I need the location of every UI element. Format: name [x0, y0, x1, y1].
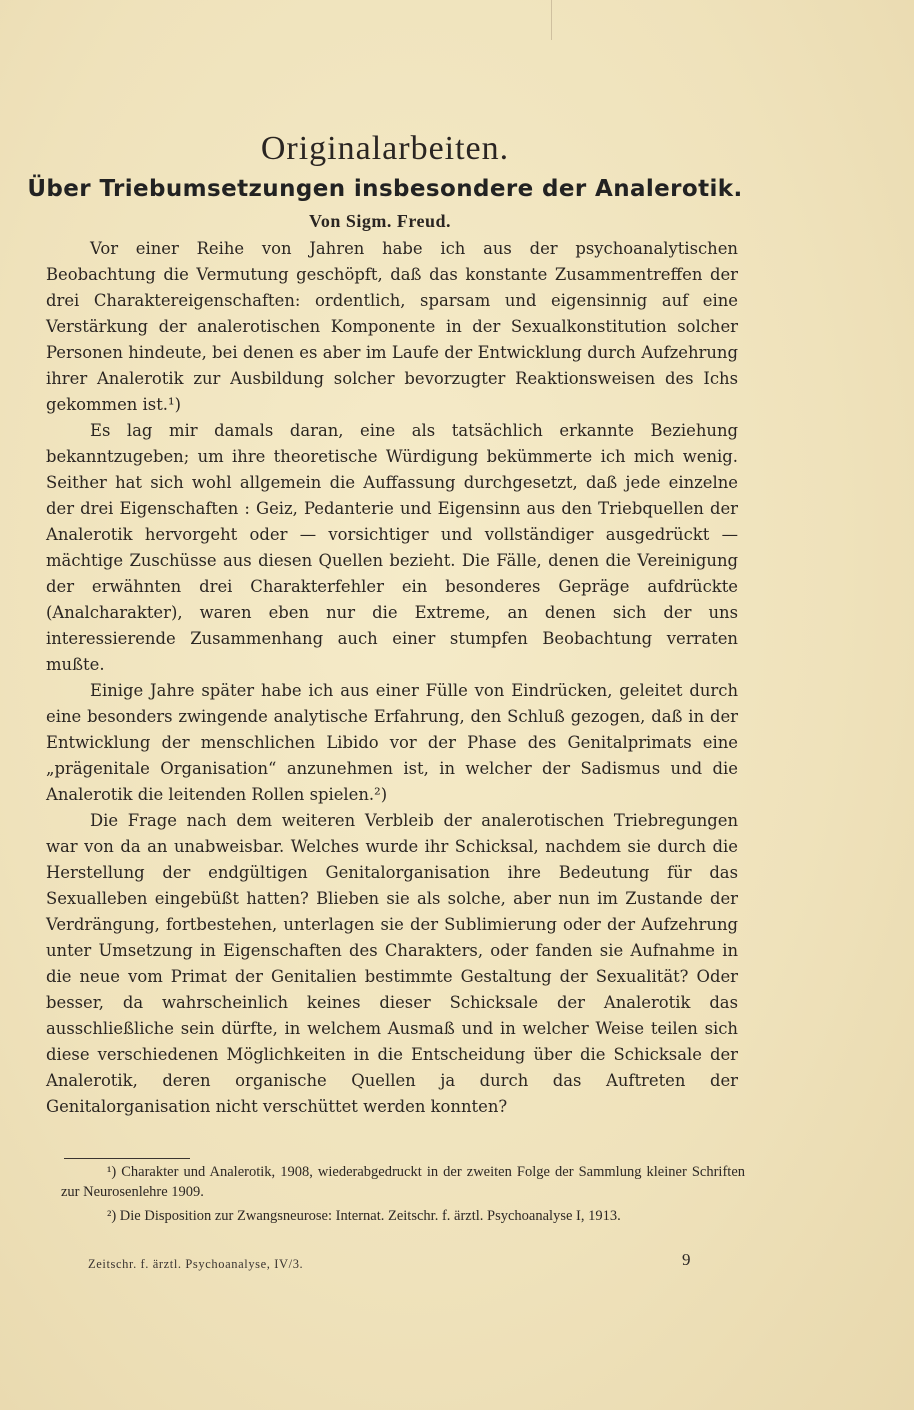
footnote-divider	[64, 1158, 190, 1159]
author-byline: Von Sigm. Freud.	[308, 211, 452, 231]
section-title: Originalarbeiten.	[260, 130, 510, 167]
journal-citation: Zeitschr. f. ärztl. Psychoanalyse, IV/3.	[88, 1257, 304, 1271]
body-paragraph: Die Frage nach dem weiteren Verbleib der analerotischen Triebregungen war von da an unabweisbar. Welches wurde ihr Schicksal, nachdem sie durch die Herstellung der endgültigen Genitalorganisation ihre Bedeutung für das Sexualleben eingebüßt hatten? Blieben sie als solche, aber nun im Zustande der Verdrängung, fortbestehen, unterlagen sie der Sublimierung oder der Aufzehrung unter Umsetzung in Eigenschaften des Charakters, oder fanden sie Aufnahme in die neue vom Primat der Genitalien bestimmte Gestaltung der Sexualität? Oder besser, da wahrscheinlich keines dieser Schicksale der Analerotik das ausschließliche sein dürfte, in welchem Ausmaß und in welcher Weise teilen sich diese verschiedenen Möglichkeiten in die Entscheidung über die Schicksale der Analerotik, deren organische Quellen ja durch das Auftreten der Genitalorganisation nicht verschüttet werden konnten?	[46, 811, 738, 1116]
body-paragraph: Es lag mir damals daran, eine als tatsächlich erkannte Beziehung bekanntzugeben; um ihre theoretische Würdigung bekümmerte ich mich wenig. Seither hat sich wohl allgemein die Auffassung durchgesetzt, daß jede einzelne der drei Eigenschaften : Geiz, Pedanterie und Eigensinn aus den Triebquellen der Analerotik hervorgeht oder — vorsichtiger und vollständiger ausgedrückt — mächtige Zuschüsse aus diesen Quellen bezieht. Die Fälle, denen die Vereinigung der erwähnten drei Charakterfehler ein besonderes Gepräge aufdrückte (Analcharakter), waren eben nur die Extreme, an denen sich der uns interessierende Zusammenhang auch einer stumpfen Beobachtung verraten mußte.	[46, 421, 738, 674]
page-number: 9	[682, 1250, 691, 1269]
footnote: ¹) Charakter und Analerotik, 1908, wiederabgedruckt in der zweiten Folge der Sammlung kleiner Schriften zur Neurosenlehre 1909.	[61, 1164, 745, 1200]
body-paragraph: Einige Jahre später habe ich aus einer Fülle von Eindrücken, geleitet durch eine besonders zwingende analytische Erfahrung, den Schluß gezogen, daß in der Entwicklung der menschlichen Libido vor der Phase des Genitalprimats eine „prägenitale Organisation“ anzunehmen ist, in welcher der Sadismus und die Analerotik die leitenden Rollen spielen.²)	[46, 681, 738, 804]
article-body	[46, 236, 738, 1120]
page-crease	[551, 0, 552, 40]
body-paragraph: Vor einer Reihe von Jahren habe ich aus der psychoanalytischen Beobachtung die Vermutung geschöpft, daß das konstante Zusammentreffen der drei Charaktereigenschaften: ordentlich, sparsam und eigensinnig auf eine Verstärkung der analerotischen Komponente in der Sexualkonstitution solcher Personen hindeute, bei denen es aber im Laufe der Entwicklung durch Aufzehrung ihrer Analerotik zur Ausbildung solcher bevorzugter Reaktionsweisen des Ichs gekommen ist.¹)	[46, 239, 738, 414]
footnotes	[61, 1162, 745, 1230]
footnote: ²) Die Disposition zur Zwangsneurose: Internat. Zeitschr. f. ärztl. Psychoanalyse I, 1913.	[107, 1208, 621, 1224]
article-title: Über Triebumsetzungen insbesondere der Analerotik.	[27, 176, 743, 202]
